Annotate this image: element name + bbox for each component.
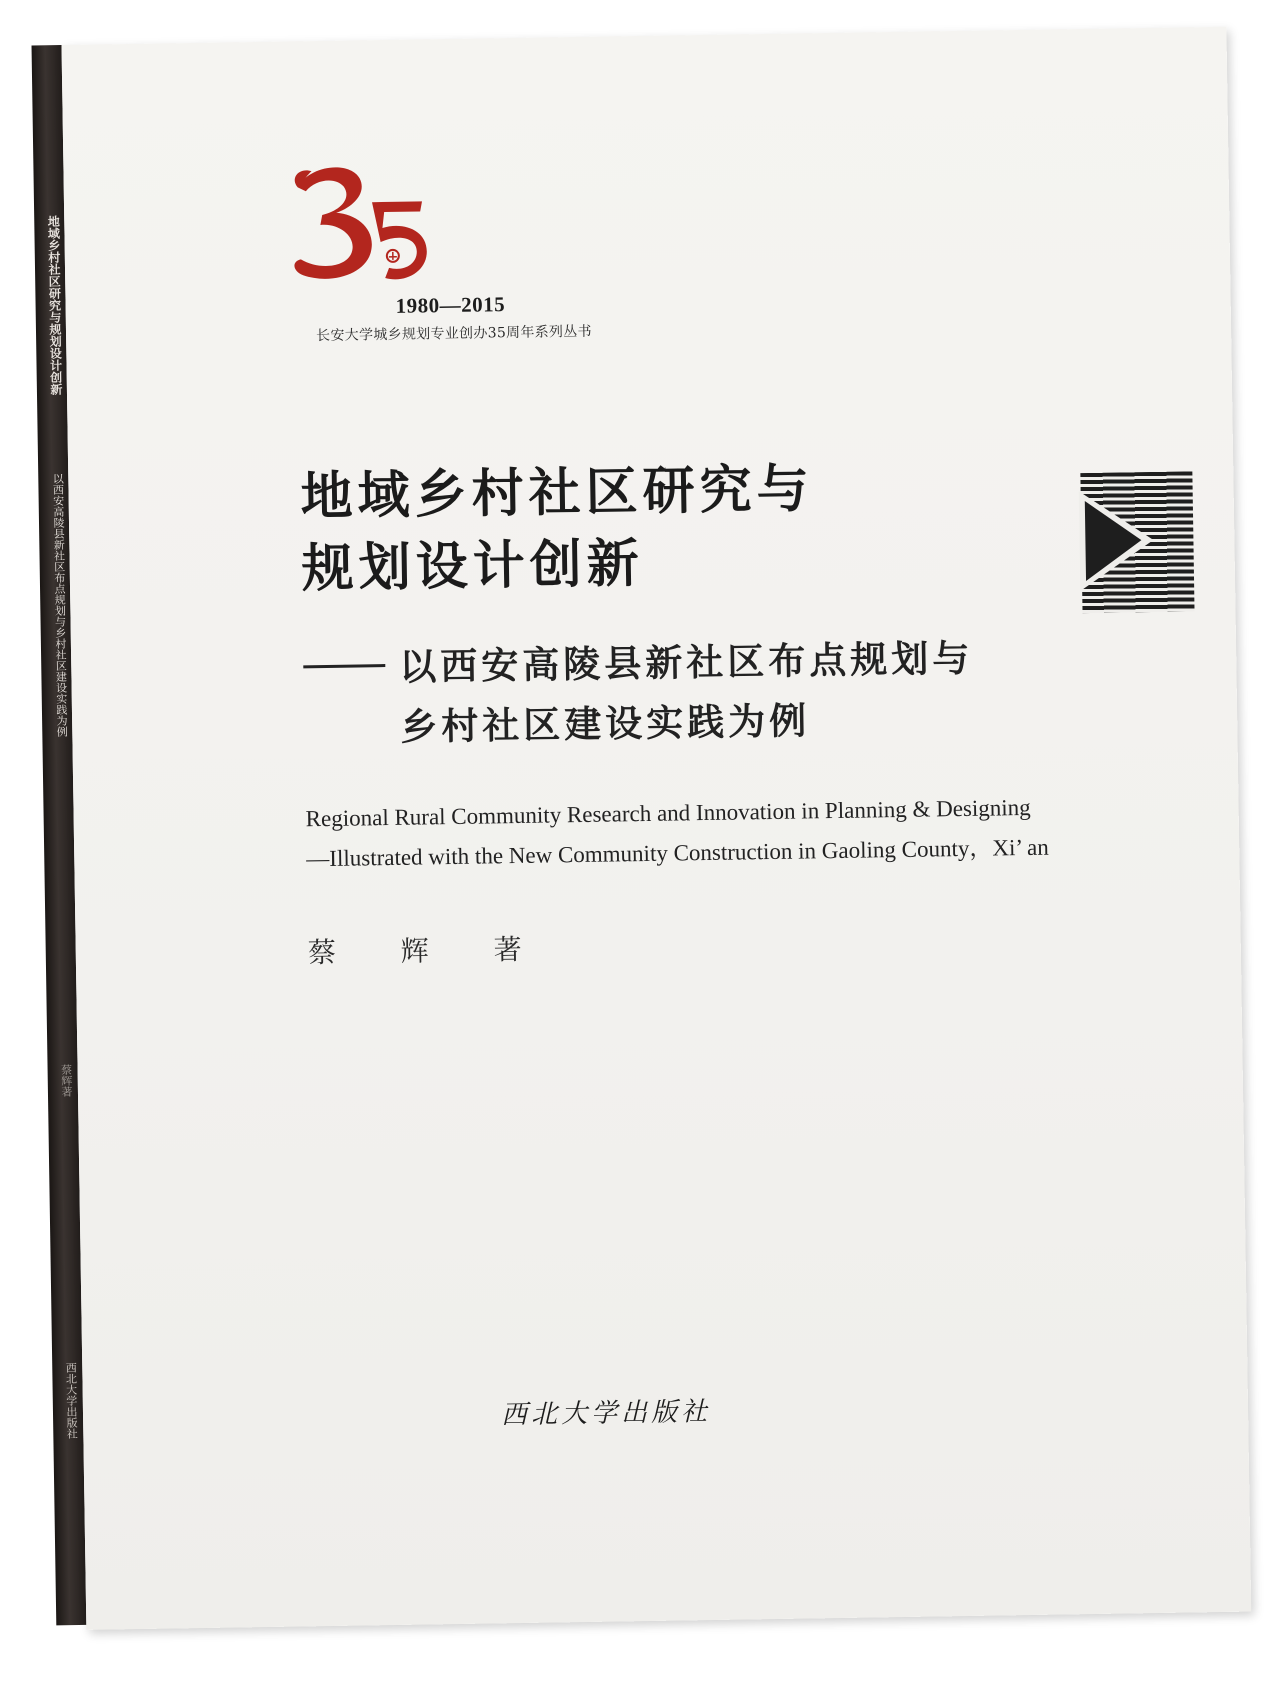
book-title-line-1: 地域乡村社区研究与 — [300, 458, 815, 528]
logo-years: 1980—2015 — [395, 292, 506, 318]
english-title-line-2: —Illustrated with the New Community Construction in Gaoling County，Xi’ an — [306, 834, 1049, 872]
english-title-line-1: Regional Rural Community Research and Innovation in Planning & Designing — [305, 794, 1031, 832]
arrow-right-icon — [1079, 490, 1155, 591]
spine-subtitle: 以西安高陵县新社区布点规划与乡村社区建设实践为例 — [51, 473, 69, 738]
book-cover — [62, 27, 1252, 1630]
book-subtitle-line-1: 以西安高陵县新社区布点规划与 — [398, 636, 974, 689]
publisher-name: 西北大学出版社 — [500, 1397, 712, 1431]
author-credit: 蔡 辉 著 — [307, 932, 550, 970]
book-title-line-2: 规划设计创新 — [301, 532, 645, 600]
english-title — [305, 788, 1049, 880]
spine-title: 地域乡村社区研究与规划设计创新 — [46, 215, 64, 396]
em-dash — [303, 664, 385, 668]
book-subtitle — [303, 629, 975, 760]
series-name: 长安大学城乡规划专业创办35周年系列丛书 — [315, 323, 593, 345]
anniversary-35-logo — [279, 155, 431, 287]
book-subtitle-line-2: 乡村社区建设实践为例 — [399, 699, 811, 749]
spine-publisher: 西北大学出版社 — [64, 1361, 79, 1439]
book — [32, 27, 1257, 1646]
book-title — [300, 453, 815, 605]
spine-author: 蔡辉著 — [59, 1063, 74, 1097]
